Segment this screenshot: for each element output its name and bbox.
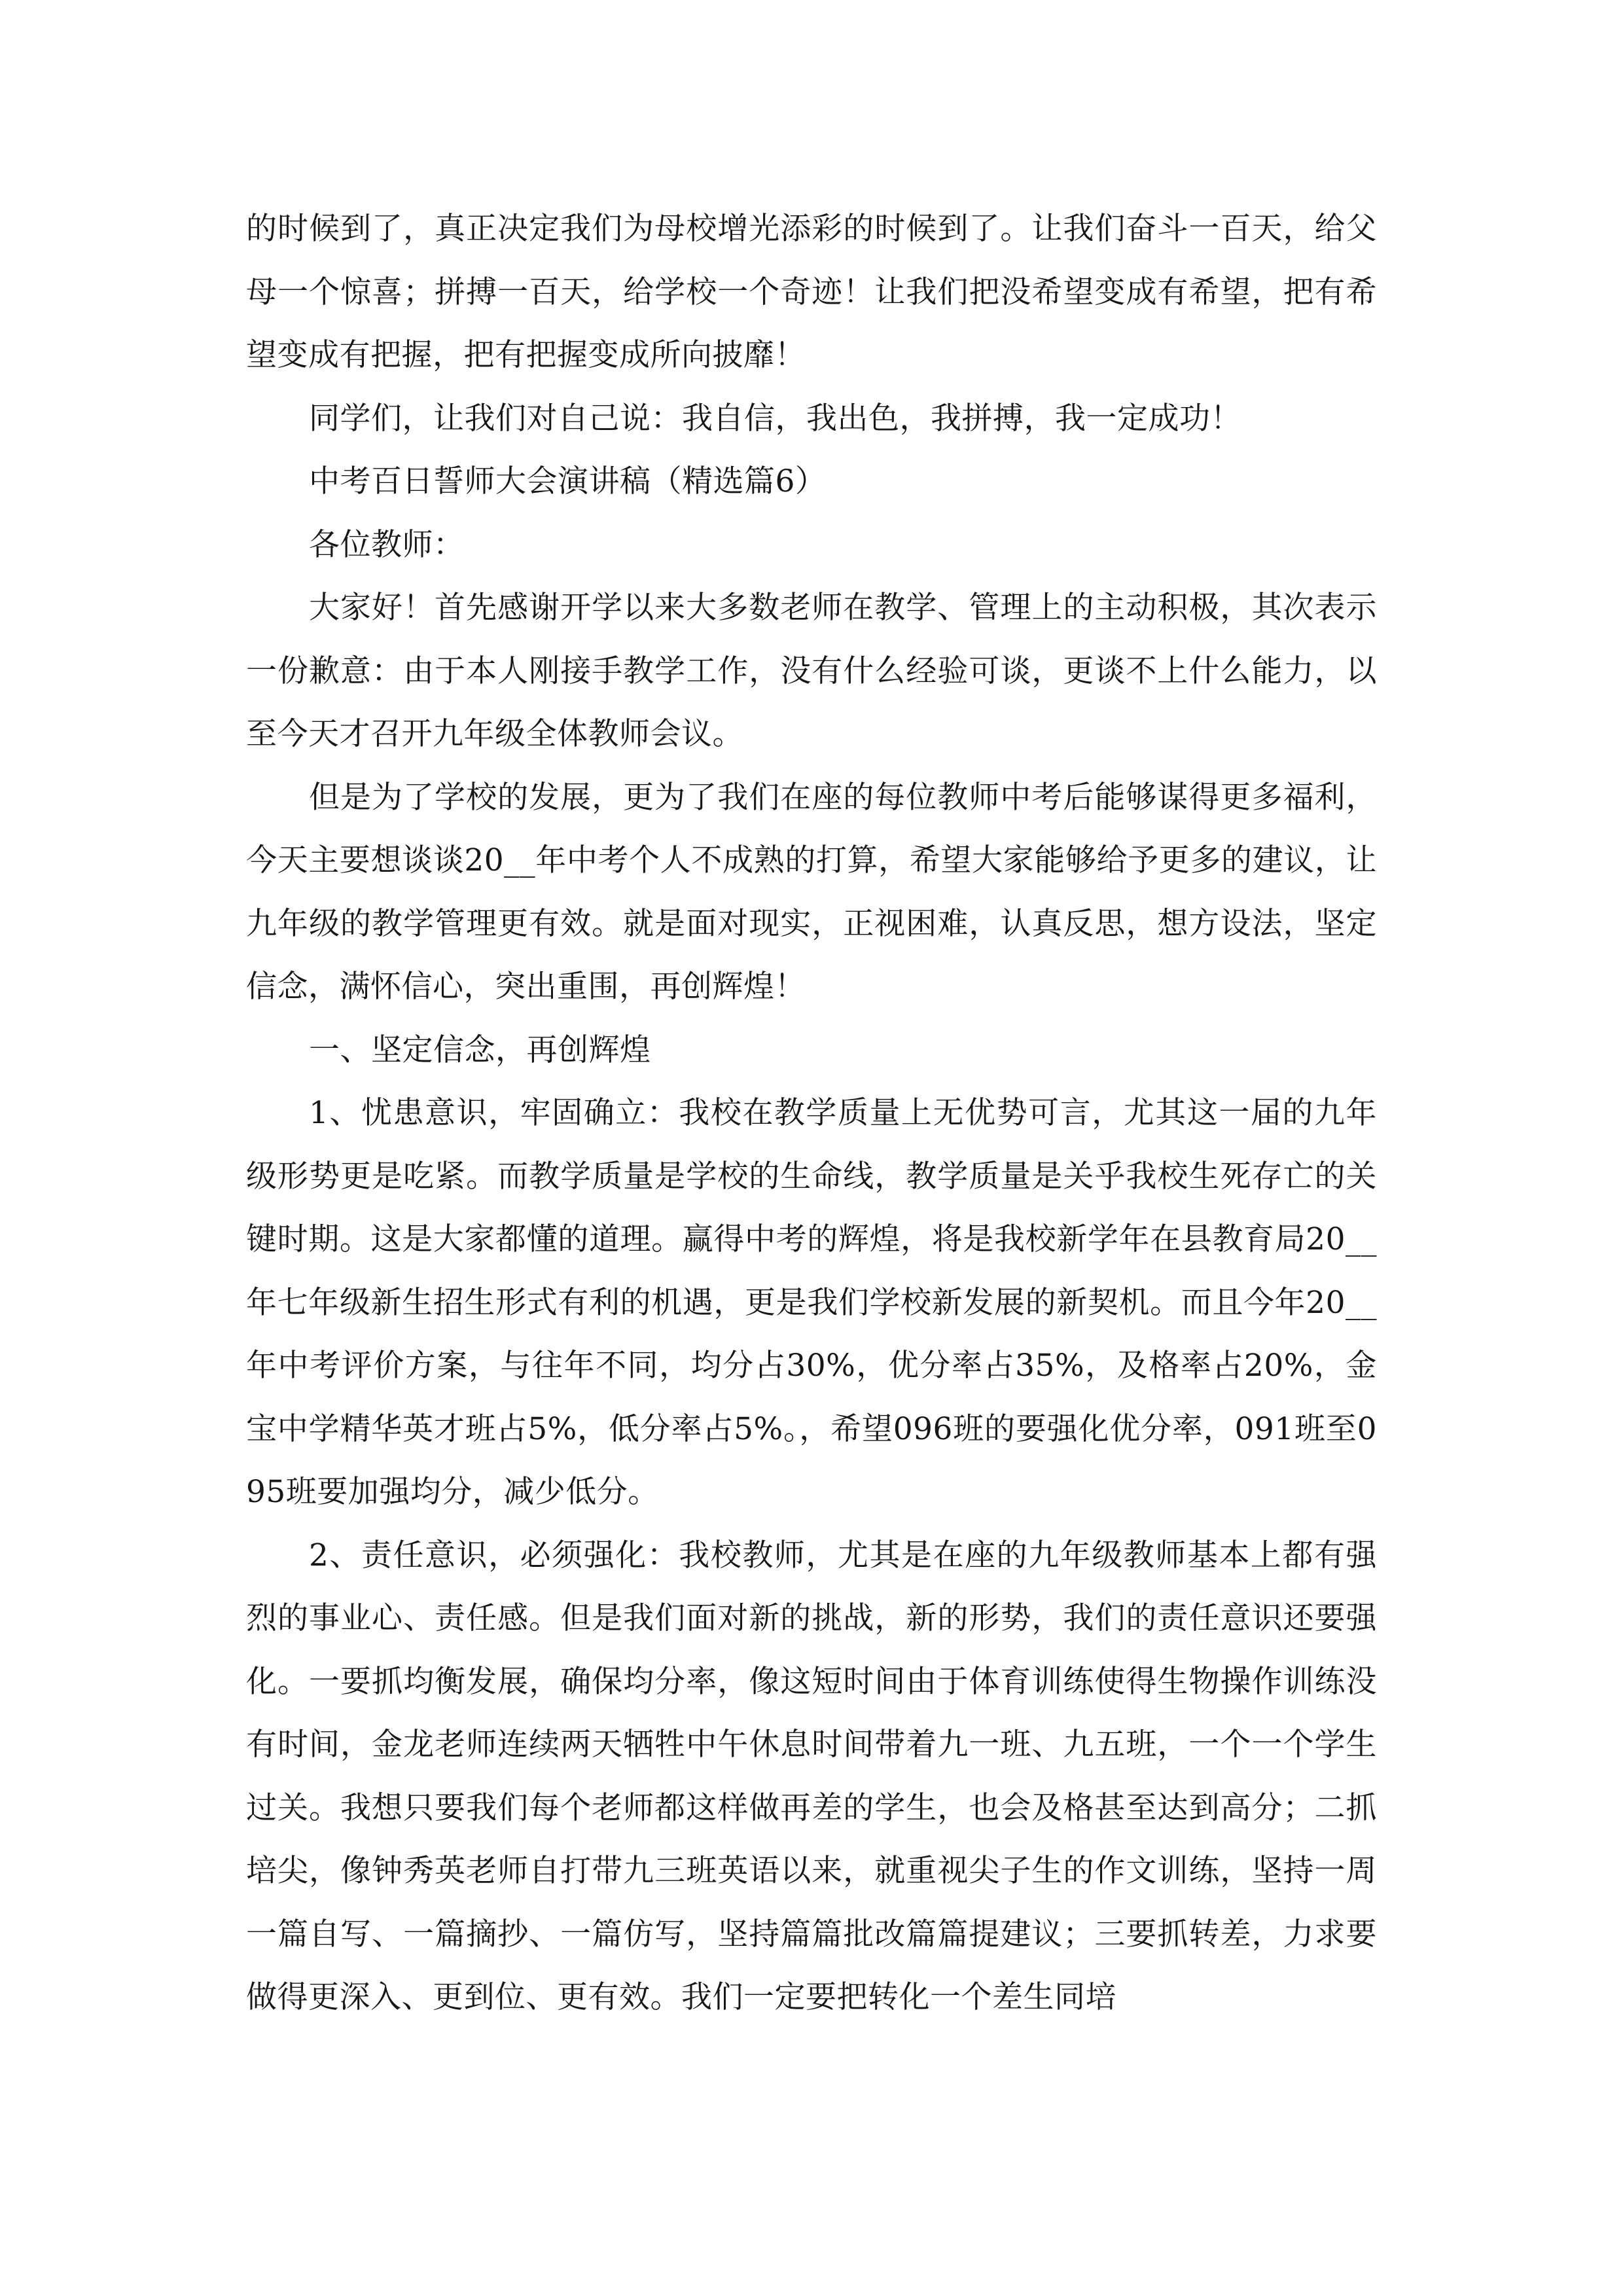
paragraph-self-talk: 同学们，让我们对自己说：我自信，我出色，我拼搏，我一定成功！ xyxy=(309,400,1241,437)
document-body xyxy=(246,198,1377,2030)
heading-one: 一、坚定信念，再创辉煌 xyxy=(309,1031,651,1068)
paragraph-greeting: 大家好！首先感谢开学以来大多数老师在教学、管理上的主动积极，其次表示一份歉意：由于本人刚接手教学工作，没有什么经验可谈，更谈不上什么能力，以至今天才召开九年级全体教师会议。 xyxy=(246,590,1377,752)
salutation: 各位教师： xyxy=(309,526,465,563)
paragraph-purpose: 但是为了学校的发展，更为了我们在座的每位教师中考后能够谋得更多福利，今天主要想谈谈20__年中考个人不成熟的打算，希望大家能够给予更多的建议，让九年级的教学管理更有效。就是面对现实，正视困难，认真反思，想方设法，坚定信念，满怀信心，突出重围，再创辉煌！ xyxy=(246,779,1377,1005)
paragraph-point-one: 1、忧患意识，牢固确立：我校在教学质量上无优势可言，尤其这一届的九年级形势更是吃紧。而教学质量是学校的生命线，教学质量是关乎我校生死存亡的关键时期。这是大家都懂的道理。赢得中考的辉煌，将是我校新学年在县教育局20__年七年级新生招生形式有利的机遇，更是我们学校新发展的新契机。而且今年20__年中考评价方案，与往年不同，均分占30%，优分率占35%，及格率占20%，金宝中学精华英才班占5%，低分率占5%。，希望096班的要强化优分率，091班至095班要加强均分，减少低分。 xyxy=(246,1095,1377,1510)
paragraph-continuation: 的时候到了，真正决定我们为母校增光添彩的时候到了。让我们奋斗一百天，给父母一个惊喜；拼搏一百天，给学校一个奇迹！让我们把没希望变成有希望，把有希望变成有把握，把有把握变成所向披靡！ xyxy=(246,211,1377,373)
section-title: 中考百日誓师大会演讲稿（精选篇6） xyxy=(309,463,827,499)
paragraph-point-two: 2、责任意识，必须强化：我校教师，尤其是在座的九年级教师基本上都有强烈的事业心、责任感。但是我们面对新的挑战，新的形势，我们的责任意识还要强化。一要抓均衡发展，确保均分率，像这短时间由于体育训练使得生物操作训练没有时间，金龙老师连续两天牺牲中午休息时间带着九一班、九五班，一个一个学生过关。我想只要我们每个老师都这样做再差的学生，也会及格甚至达到高分；二抓培尖，像钟秀英老师自打带九三班英语以来，就重视尖子生的作文训练，坚持一周一篇自写、一篇摘抄、一篇仿写，坚持篇篇批改篇篇提建议；三要抓转差，力求要做得更深入、更到位、更有效。我们一定要把转化一个差生同培 xyxy=(246,1537,1377,2015)
